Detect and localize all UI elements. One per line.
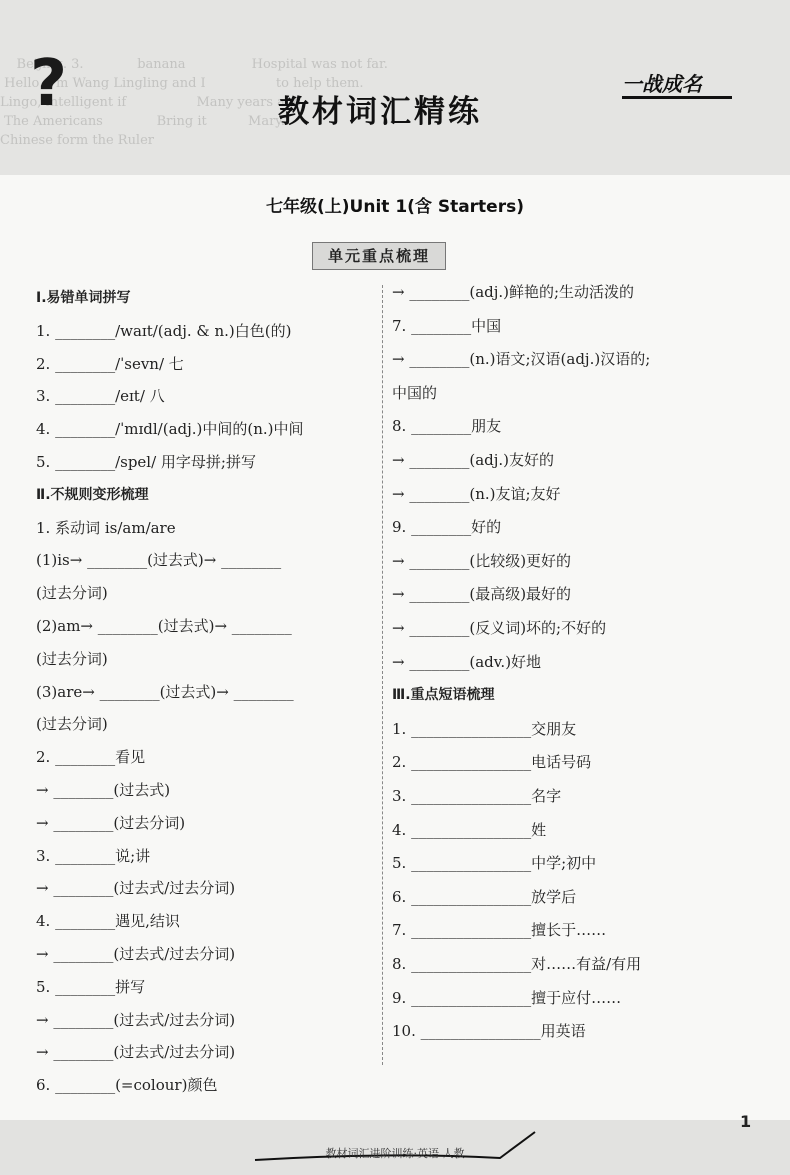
exercise-line: → ________(过去式/过去分词) bbox=[36, 1043, 236, 1062]
exercise-line: (3)are→ ________(过去式)→ ________ bbox=[36, 682, 294, 701]
exercise-line: 4. ________遇见,结识 bbox=[36, 912, 180, 931]
exercise-line: 2. ________/ˈsevn/ 七 bbox=[36, 354, 184, 373]
exercise-line: 5. ________________中学;初中 bbox=[392, 854, 597, 873]
section-heading: Ⅱ.不规则变形梳理 bbox=[36, 486, 149, 503]
exercise-line: (2)am→ ________(过去式)→ ________ bbox=[36, 617, 292, 635]
page-title: 教材词汇精练 bbox=[278, 94, 482, 130]
exercise-line: 3. ________/eɪt/ 八 bbox=[36, 387, 165, 406]
exercise-line: → ________(过去式/过去分词) bbox=[36, 879, 236, 898]
brand-underline bbox=[622, 96, 732, 99]
page-number: 1 bbox=[740, 1112, 752, 1131]
book-title: 教材词汇进阶训练·英语 人教 bbox=[325, 1147, 465, 1160]
exercise-line: 中国的 bbox=[392, 383, 438, 402]
header-band bbox=[0, 0, 790, 175]
section-heading: Ⅲ.重点短语梳理 bbox=[392, 687, 495, 704]
exercise-line: 9. ________________擅于应付…… bbox=[392, 988, 622, 1007]
section-heading: Ⅰ.易错单词拼写 bbox=[36, 290, 131, 306]
exercise-line: 1. ________________交朋友 bbox=[392, 719, 577, 738]
exercise-line: 1. 系动词 is/am/are bbox=[36, 518, 176, 537]
exercise-line: (过去分词) bbox=[36, 584, 108, 603]
exercise-line: 4. ________/ˈmɪdl/(adj.)中间的(n.)中间 bbox=[36, 420, 304, 439]
exercise-line: → ________(adj.)友好的 bbox=[392, 451, 555, 469]
exercise-line: 6. ________(=colour)颜色 bbox=[36, 1076, 218, 1095]
exercise-line: → ________(adj.)鲜艳的;生动活泼的 bbox=[392, 283, 635, 301]
exercise-line: → ________(反义词)坏的;不好的 bbox=[392, 619, 607, 637]
exercise-line: → ________(最高级)最好的 bbox=[392, 585, 572, 604]
unit-title: 七年级(上)Unit 1(含 Starters) bbox=[266, 197, 524, 217]
exercise-line: 2. ________________电话号码 bbox=[392, 753, 592, 772]
exercise-line: → ________(比较级)更好的 bbox=[392, 551, 572, 570]
exercise-line: 5. ________/spel/ 用字母拼;拼写 bbox=[36, 453, 256, 471]
exercise-line: 4. ________________姓 bbox=[392, 820, 547, 839]
exercise-line: 5. ________拼写 bbox=[36, 977, 146, 996]
question-mark-logo: ? bbox=[30, 47, 68, 121]
exercise-line: 7. ________中国 bbox=[392, 316, 502, 335]
exercise-line: (1)is→ ________(过去式)→ ________ bbox=[36, 551, 282, 570]
exercise-line: 9. ________好的 bbox=[392, 518, 502, 537]
exercise-line: → ________(n.)友谊;友好 bbox=[392, 484, 561, 503]
exercise-line: → ________(过去式/过去分词) bbox=[36, 1010, 236, 1029]
exercise-line: 3. ________________名字 bbox=[392, 787, 562, 805]
exercise-line: 6. ________________放学后 bbox=[392, 887, 577, 906]
exercise-line: 10. ________________用英语 bbox=[392, 1022, 586, 1041]
exercise-line: → ________(过去式/过去分词) bbox=[36, 945, 236, 963]
column-divider bbox=[382, 285, 383, 1065]
exercise-line: → ________(过去分词) bbox=[36, 813, 186, 832]
exercise-line: 2. ________看见 bbox=[36, 748, 146, 767]
exercise-line: 1. ________/waɪt/(adj. & n.)白色(的) bbox=[36, 321, 292, 340]
exercise-line: 3. ________说;讲 bbox=[36, 846, 151, 865]
exercise-line: (过去分词) bbox=[36, 649, 108, 668]
exercise-line: → ________(adv.)好地 bbox=[392, 652, 542, 671]
exercise-line: 7. ________________擅长于…… bbox=[392, 921, 607, 940]
section-title: 单元重点梳理 bbox=[312, 242, 446, 270]
exercise-line: 8. ________朋友 bbox=[392, 417, 502, 436]
exercise-line: (过去分词) bbox=[36, 715, 108, 734]
exercise-line: → ________(n.)语文;汉语(adj.)汉语的; bbox=[392, 350, 651, 369]
background-bleed-text: Beijing. 3. banana Hospital was not far. Hello. I'm Wang Lingling and I to help them. Lingo, intelligent if Many years ago The Americans Bring it Mary. Chinese form the Ruler bbox=[0, 57, 388, 148]
exercise-line: → ________(过去式) bbox=[36, 781, 171, 799]
exercise-line: 8. ________________对……有益/有用 bbox=[392, 955, 642, 973]
brand-label: 一战成名 bbox=[622, 72, 702, 96]
